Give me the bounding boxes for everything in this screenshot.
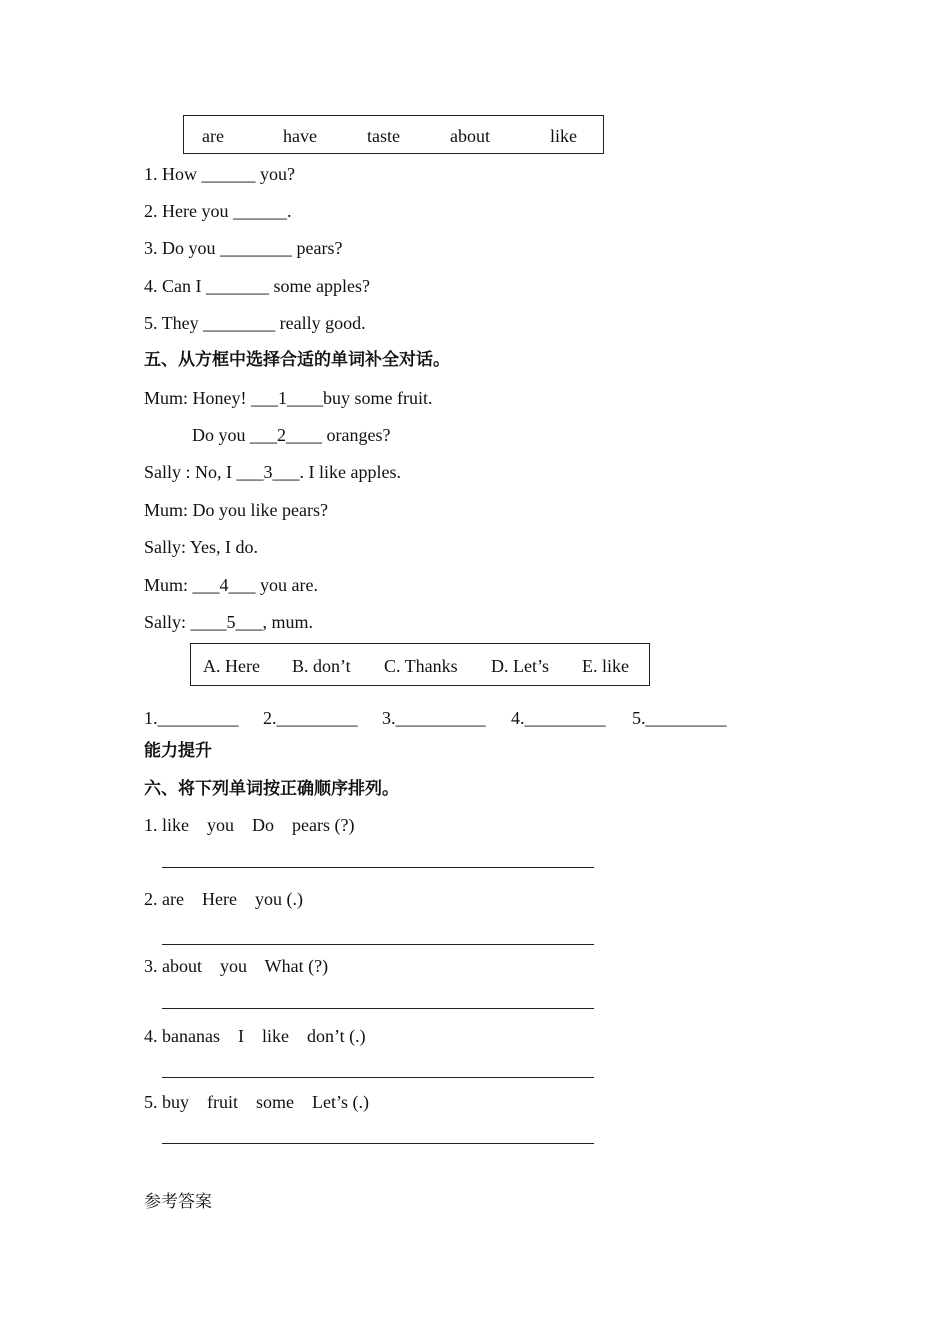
- reorder-question: 1. like you Do pears (?): [144, 815, 355, 835]
- dialogue-line: Sally: ____5___, mum.: [144, 612, 314, 632]
- answer-blank: 5._________: [632, 708, 727, 728]
- option-item: B. don’t: [292, 656, 351, 676]
- fill-question: 3. Do you ________ pears?: [144, 238, 343, 258]
- fill-question: 5. They ________ really good.: [144, 313, 366, 333]
- reorder-question: 5. buy fruit some Let’s (.): [144, 1092, 369, 1112]
- answer-blank: 4._________: [511, 708, 606, 728]
- section-six-title: 六、将下列单词按正确顺序排列。: [144, 779, 399, 799]
- dialogue-line: Sally : No, I ___3___. I like apples.: [144, 462, 401, 482]
- ability-heading: 能力提升: [144, 741, 212, 761]
- fill-question: 4. Can I _______ some apples?: [144, 276, 370, 296]
- reorder-question: 2. are Here you (.): [144, 889, 303, 909]
- options-box: [190, 643, 650, 686]
- word-box-item: about: [450, 126, 490, 146]
- answer-line: [162, 944, 594, 945]
- dialogue-line: Mum: ___4___ you are.: [144, 575, 318, 595]
- answer-line: [162, 867, 594, 868]
- option-item: D. Let’s: [491, 656, 549, 676]
- dialogue-line: Mum: Do you like pears?: [144, 500, 328, 520]
- word-box-item: have: [283, 126, 317, 146]
- option-item: E. like: [582, 656, 629, 676]
- option-item: C. Thanks: [384, 656, 458, 676]
- word-box: [183, 115, 604, 154]
- answer-blank: 1._________: [144, 708, 239, 728]
- fill-question: 1. How ______ you?: [144, 164, 295, 184]
- answer-line: [162, 1143, 594, 1144]
- fill-question: 2. Here you ______.: [144, 201, 292, 221]
- answer-blank: 3.__________: [382, 708, 486, 728]
- dialogue-line: Sally: Yes, I do.: [144, 537, 259, 557]
- dialogue-line: Mum: Honey! ___1____buy some fruit.: [144, 388, 433, 408]
- answer-key-heading: 参考答案: [144, 1192, 212, 1212]
- answer-line: [162, 1008, 594, 1009]
- word-box-item: like: [550, 126, 577, 146]
- reorder-question: 3. about you What (?): [144, 956, 329, 976]
- section-five-title: 五、从方框中选择合适的单词补全对话。: [144, 350, 450, 370]
- option-item: A. Here: [203, 656, 260, 676]
- dialogue-line: Do you ___2____ oranges?: [192, 425, 391, 445]
- answer-blank: 2._________: [263, 708, 358, 728]
- word-box-item: taste: [367, 126, 400, 146]
- word-box-item: are: [202, 126, 224, 146]
- reorder-question: 4. bananas I like don’t (.): [144, 1026, 366, 1046]
- answer-line: [162, 1077, 594, 1078]
